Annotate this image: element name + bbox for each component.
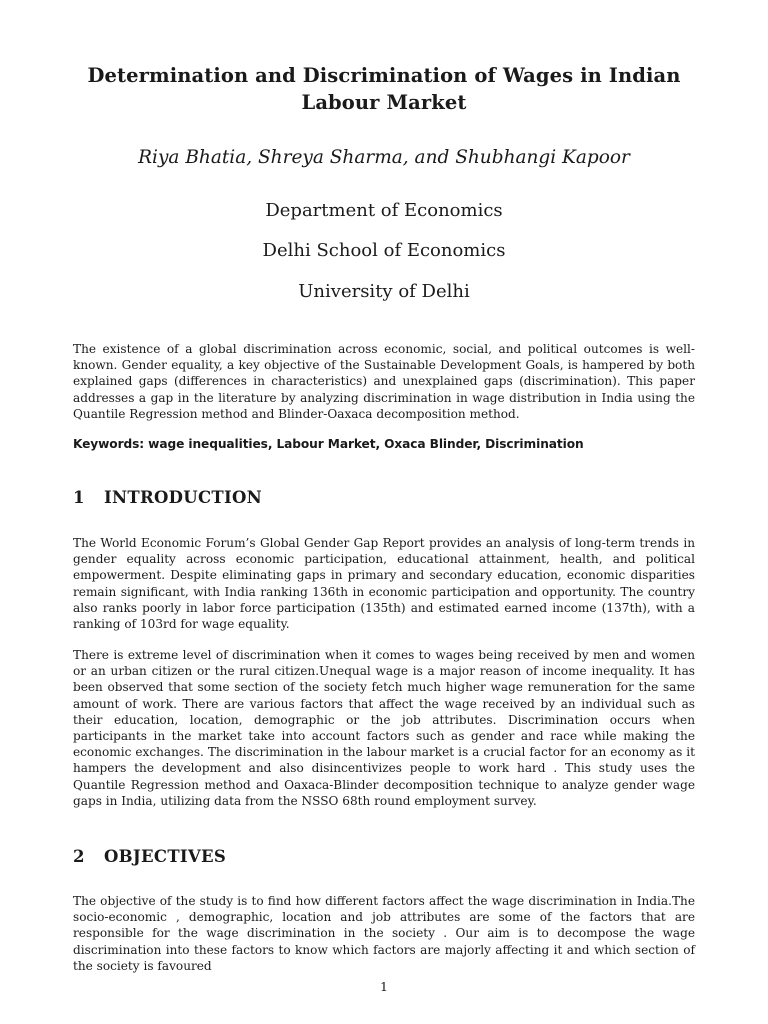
page-number: 1 [380,979,388,994]
affiliation-university: University of Delhi [298,281,470,302]
keywords-line: Keywords: wage inequalities, Labour Market, Oxaca Blinder, Discrimination [73,437,584,451]
section-heading-objectives [73,846,695,868]
affiliation-school: Delhi School of Economics [262,240,506,261]
abstract-paragraph: The existence of a global discrimination across economic, social, and political outcomes is well-known. Gender equality, a key objective of the Sustainable Development Goals, is hampered by both explained gaps (differences in characteristics) and unexplained gaps (discrimination). This paper addresses a gap in the literature by analyzing discrimination in wage distribution in India using the Quantile Regression method and Blinder-Oaxaca decomposition method. [73,342,695,421]
section-number: 1 [73,488,85,507]
paper-title: Determination and Discrimination of Wages in Indian Labour Market [87,64,681,114]
section-title: OBJECTIVES [104,847,227,866]
section-number: 2 [73,847,85,866]
author-list: Riya Bhatia, Shreya Sharma, and Shubhangi Kapoor [138,147,630,168]
affiliation-department: Department of Economics [265,200,503,221]
body-paragraph: The objective of the study is to find how different factors affect the wage discrimination in India.The socio-economic , demographic, location and job attributes are some of the factors that are responsible for the wage discrimination in the society . Our aim is to decompose the wage discrimination into these factors to know which factors are majorly affecting it and which section of the society is favoured [73,894,695,973]
body-paragraph: The World Economic Forum’s Global Gender Gap Report provides an analysis of long-term trends in gender equality across economic participation, educational attainment, health, and political empowerment. Despite eliminating gaps in primary and secondary education, economic disparities remain significant, with India ranking 136th in economic participation and opportunity. The country also ranks poorly in labor force participation (135th) and estimated earned income (137th), with a ranking of 103rd for wage equality. [73,536,695,632]
section-title: INTRODUCTION [104,488,263,507]
body-paragraph: There is extreme level of discrimination when it comes to wages being received by men and women or an urban citizen or the rural citizen.Unequal wage is a major reason of income inequality. It has been observed that some section of the society fetch much higher wage remuneration for the same amount of work. There are various factors that affect the wage received by an individual such as their education, location, demographic or the job attributes. Discrimination occurs when participants in the market take into account factors such as gender and race while making the economic exchanges. The discrimination in the labour market is a crucial factor for an economy as it hampers the development and also disincentivizes people to work hard . This study uses the Quantile Regression method and Oaxaca-Blinder decomposition technique to analyze gender wage gaps in India, utilizing data from the NSSO 68th round employment survey. [73,648,695,808]
section-heading-introduction [73,487,695,509]
